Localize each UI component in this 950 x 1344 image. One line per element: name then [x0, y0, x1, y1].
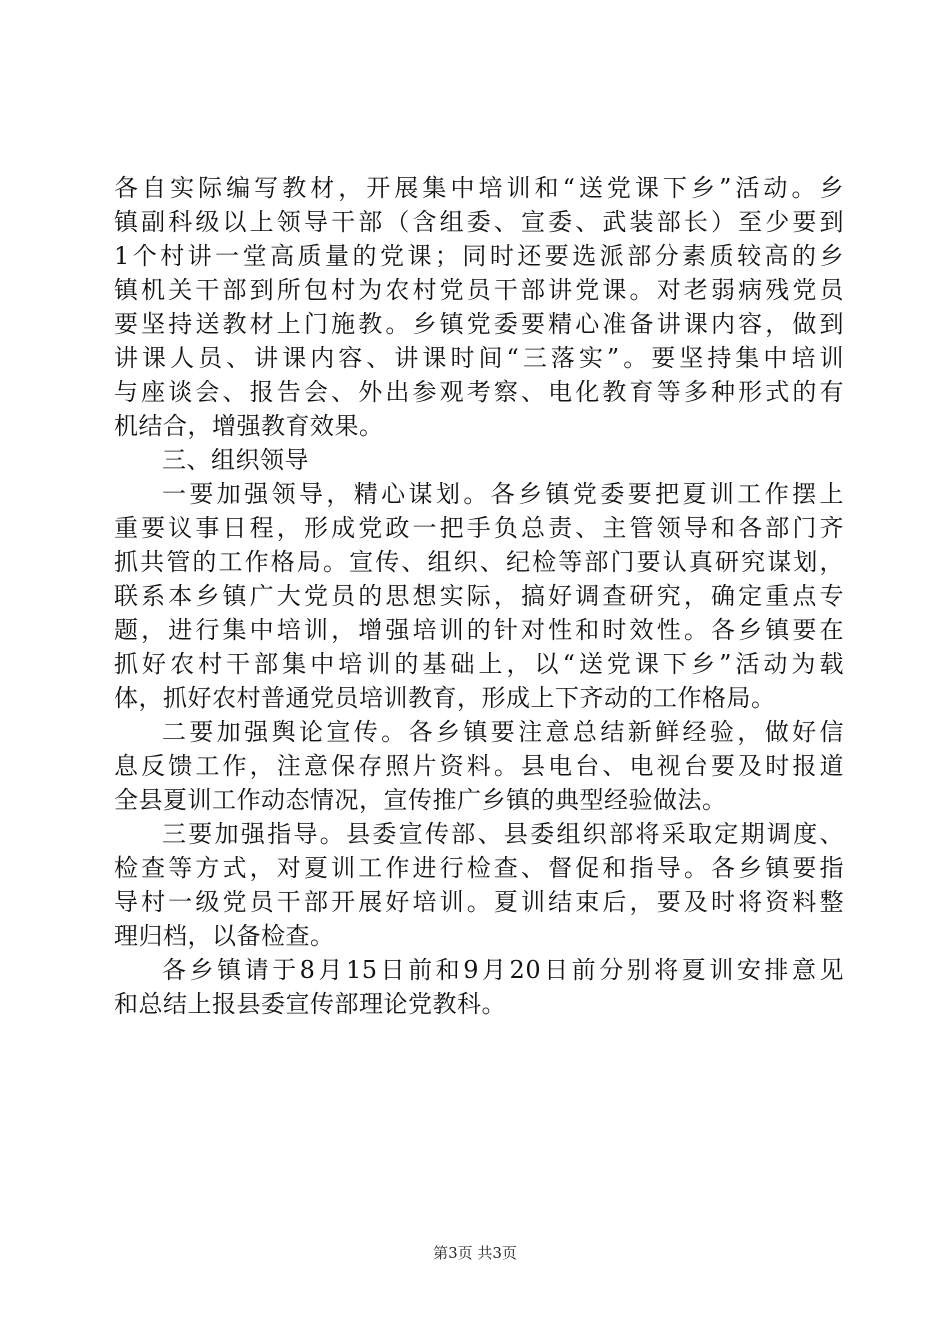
text-line: 镇机关干部到所包村为农村党员干部讲党课。对老弱病残党员: [114, 276, 844, 304]
document-body: [114, 171, 844, 1021]
text-line: 重要议事日程，形成党政一把手负总责、主管领导和各部门齐: [114, 514, 844, 542]
text-line: 联系本乡镇广大党员的思想实际，搞好调查研究，确定重点专: [114, 582, 844, 610]
text-line: 机结合，增强教育效果。: [114, 412, 384, 440]
text-line: 理归档，以备检查。: [114, 922, 335, 950]
text-line: 二要加强舆论宣传。各乡镇要注意总结新鲜经验，做好信: [162, 718, 844, 746]
page-footer: 第3页 共3页: [433, 1244, 517, 1262]
text-line: 和总结上报县委宣传部理论党教科。: [114, 990, 506, 1018]
text-line: 各乡镇请于8月15日前和9月20日前分别将夏训安排意见: [162, 956, 844, 984]
text-line: 抓好农村干部集中培训的基础上，以“送党课下乡”活动为载: [114, 650, 844, 678]
text-line: 检查等方式，对夏训工作进行检查、督促和指导。各乡镇要指: [114, 854, 844, 882]
text-line: 讲课人员、讲课内容、讲课时间“三落实”。要坚持集中培训: [114, 344, 844, 372]
text-line: 抓共管的工作格局。宣传、组织、纪检等部门要认真研究谋划，: [114, 548, 844, 576]
text-line: 三要加强指导。县委宣传部、县委组织部将采取定期调度、: [162, 820, 844, 848]
text-line: 体，抓好农村普通党员培训教育，形成上下齐动的工作格局。: [114, 684, 776, 712]
text-line: 要坚持送教材上门施教。乡镇党委要精心准备讲课内容，做到: [114, 310, 844, 338]
text-line: 全县夏训工作动态情况，宣传推广乡镇的典型经验做法。: [114, 786, 727, 814]
text-line: 一要加强领导，精心谋划。各乡镇党委要把夏训工作摆上: [162, 480, 844, 508]
text-line: 与座谈会、报告会、外出参观考察、电化教育等多种形式的有: [114, 378, 844, 406]
text-line: 各自实际编写教材，开展集中培训和“送党课下乡”活动。乡: [114, 174, 844, 202]
text-line: 镇副科级以上领导干部（含组委、宣委、武装部长）至少要到: [114, 208, 844, 236]
text-line: 题，进行集中培训，增强培训的针对性和时效性。各乡镇要在: [114, 616, 844, 644]
text-line: 1个村讲一堂高质量的党课；同时还要选派部分素质较高的乡: [114, 242, 844, 270]
text-line: 三、组织领导: [162, 446, 309, 474]
text-line: 导村一级党员干部开展好培训。夏训结束后，要及时将资料整: [114, 888, 844, 916]
text-line: 息反馈工作，注意保存照片资料。县电台、电视台要及时报道: [114, 752, 844, 780]
